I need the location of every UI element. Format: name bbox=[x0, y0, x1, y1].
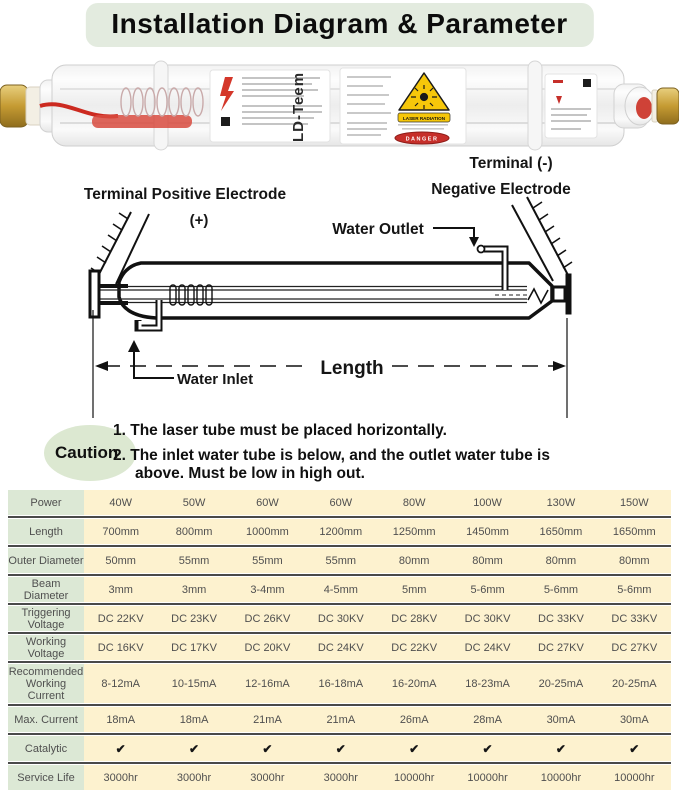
param-value: 1200mm bbox=[319, 525, 363, 538]
table-row bbox=[8, 548, 671, 573]
param-value: 1450mm bbox=[466, 525, 509, 538]
param-value: DC 30KV bbox=[464, 612, 511, 625]
param-value: 150W bbox=[619, 496, 649, 509]
param-value: 28mA bbox=[473, 713, 502, 726]
param-value: 30mA bbox=[619, 713, 649, 726]
water-outlet-label: Water Outlet bbox=[332, 221, 424, 238]
right-electrode-wires bbox=[512, 197, 572, 281]
negative-terminal-label: Terminal (-) bbox=[469, 155, 553, 172]
break-symbol bbox=[528, 289, 548, 303]
param-value: DC 24KV bbox=[464, 641, 511, 654]
param-label: Beam Diameter bbox=[8, 577, 84, 602]
param-label: Max. Current bbox=[8, 707, 84, 732]
caution-section bbox=[0, 418, 679, 490]
param-label: Power bbox=[8, 490, 84, 515]
param-values bbox=[84, 765, 671, 790]
param-value: DC 30KV bbox=[317, 612, 364, 625]
right-brass-cap bbox=[657, 88, 679, 124]
param-value: 800mm bbox=[175, 525, 213, 538]
caution-items bbox=[113, 422, 565, 490]
param-value: 21mA bbox=[326, 713, 356, 726]
arrow-down-icon bbox=[469, 237, 479, 247]
param-value: DC 22KV bbox=[391, 641, 438, 654]
table-row bbox=[8, 736, 671, 761]
param-value: 1650mm bbox=[539, 525, 583, 538]
check-icon: ✔ bbox=[262, 741, 273, 756]
param-values bbox=[84, 736, 671, 761]
param-value: 1000mm bbox=[246, 525, 289, 538]
param-value: 10000hr bbox=[394, 771, 435, 784]
check-icon: ✔ bbox=[482, 741, 493, 756]
water-inlet-label: Water Inlet bbox=[177, 371, 254, 388]
param-values bbox=[84, 606, 671, 631]
param-value: DC 24KV bbox=[317, 641, 364, 654]
param-value: 10000hr bbox=[467, 771, 508, 784]
check-icon: ✔ bbox=[335, 741, 346, 756]
flange-ring bbox=[528, 61, 542, 150]
param-value: 5-6mm bbox=[470, 583, 505, 596]
inner-bore bbox=[99, 287, 527, 303]
param-value: 80W bbox=[402, 496, 426, 509]
param-value: 10000hr bbox=[540, 771, 582, 784]
right-end-cap bbox=[553, 274, 571, 314]
page-title: Installation Diagram & Parameter bbox=[111, 8, 568, 39]
param-value: 8-12mA bbox=[101, 677, 140, 690]
param-values bbox=[84, 519, 671, 544]
param-value: DC 20KV bbox=[244, 641, 291, 654]
param-value: 130W bbox=[546, 496, 576, 509]
red-inner-tube bbox=[92, 115, 192, 128]
caution-item: 2. The inlet water tube is below, and the outlet water tube is above. Must be low in high out. bbox=[113, 446, 550, 482]
param-value: 3000hr bbox=[250, 771, 285, 784]
param-label: Working Voltage bbox=[8, 635, 84, 660]
param-value: 18-23mA bbox=[465, 677, 510, 690]
flange-ring bbox=[154, 61, 168, 150]
table-row bbox=[8, 707, 671, 732]
param-value: DC 26KV bbox=[244, 612, 291, 625]
param-value: 21mA bbox=[253, 713, 282, 726]
param-value: 3mm bbox=[108, 583, 133, 596]
param-value: DC 33KV bbox=[538, 612, 584, 625]
param-value: DC 17KV bbox=[171, 641, 217, 654]
check-icon: ✔ bbox=[115, 741, 126, 756]
param-values bbox=[84, 635, 671, 660]
installation-diagram bbox=[0, 150, 679, 420]
param-value: 20-25mA bbox=[611, 677, 657, 690]
arrow-right-icon bbox=[553, 361, 566, 371]
param-values bbox=[84, 577, 671, 602]
table-row bbox=[8, 490, 671, 515]
param-values bbox=[84, 707, 671, 732]
warning-label-text: LASER RADIATION bbox=[402, 116, 446, 121]
param-values bbox=[84, 548, 671, 573]
brand-text: LD-Teem bbox=[290, 71, 307, 142]
param-value: DC 27KV bbox=[611, 641, 658, 654]
param-value: 1650mm bbox=[612, 525, 656, 538]
danger-badge-text: DANGER bbox=[405, 136, 439, 143]
hatch-ticks bbox=[91, 213, 128, 274]
param-value: 60W bbox=[256, 496, 279, 509]
param-value: 3000hr bbox=[103, 771, 138, 784]
table-row bbox=[8, 664, 671, 703]
param-value: DC 28KV bbox=[391, 612, 438, 625]
param-value: 4-5mm bbox=[323, 583, 358, 596]
arrow-left-icon bbox=[95, 361, 108, 371]
length-label: Length bbox=[320, 358, 384, 379]
param-value: 16-18mA bbox=[318, 677, 364, 690]
page-title-banner bbox=[85, 3, 593, 47]
table-row bbox=[8, 606, 671, 631]
left-brass-cap bbox=[0, 85, 28, 127]
param-label: Triggering Voltage bbox=[8, 606, 84, 631]
table-row bbox=[8, 765, 671, 790]
laser-sunburst-icon bbox=[411, 85, 437, 109]
param-value: 1250mm bbox=[392, 525, 436, 538]
param-label: Recommended Working Current bbox=[8, 665, 84, 702]
param-value: 10-15mA bbox=[171, 677, 217, 690]
param-value: 3-4mm bbox=[250, 583, 285, 596]
param-value: 40W bbox=[109, 496, 132, 509]
param-value: 26mA bbox=[399, 713, 429, 726]
param-value: 80mm bbox=[619, 554, 650, 567]
param-value: 80mm bbox=[545, 554, 577, 567]
table-row bbox=[8, 519, 671, 544]
param-value: 50mm bbox=[105, 554, 136, 567]
right-spec-label bbox=[545, 74, 597, 138]
check-icon: ✔ bbox=[409, 741, 420, 756]
param-label: Outer Diameter bbox=[8, 548, 84, 573]
param-value: 3000hr bbox=[323, 771, 358, 784]
param-value: 30mA bbox=[546, 713, 576, 726]
param-value: DC 16KV bbox=[97, 641, 144, 654]
param-value: 55mm bbox=[178, 554, 210, 567]
param-value: DC 27KV bbox=[538, 641, 584, 654]
param-value: 10000hr bbox=[614, 771, 655, 784]
param-value: 3mm bbox=[181, 583, 207, 596]
param-value: 55mm bbox=[325, 554, 357, 567]
table-row bbox=[8, 635, 671, 660]
positive-electrode-label: Terminal Positive Electrode bbox=[83, 186, 287, 203]
param-value: 55mm bbox=[252, 554, 283, 567]
param-value: 50W bbox=[182, 496, 206, 509]
param-value: 12-16mA bbox=[245, 677, 290, 690]
laser-tube-photo bbox=[0, 60, 679, 152]
table-row bbox=[8, 577, 671, 602]
left-spec-label bbox=[210, 70, 330, 142]
param-label: Catalytic bbox=[8, 736, 84, 761]
param-value: 18mA bbox=[106, 713, 136, 726]
check-icon: ✔ bbox=[189, 741, 200, 756]
param-value: 3000hr bbox=[176, 771, 212, 784]
parameter-table bbox=[8, 490, 671, 790]
param-value: 80mm bbox=[472, 554, 503, 567]
red-mirror-mount bbox=[636, 97, 652, 119]
water-outlet-leader bbox=[433, 228, 479, 247]
param-value: 700mm bbox=[102, 525, 140, 538]
param-value: DC 23KV bbox=[171, 612, 217, 625]
negative-electrode-label: Negative Electrode bbox=[431, 181, 571, 198]
arrow-up-icon bbox=[128, 340, 140, 352]
param-values bbox=[84, 664, 671, 703]
water-outlet-pipe bbox=[478, 246, 506, 291]
right-tube-end bbox=[614, 84, 679, 128]
param-value: 18mA bbox=[179, 713, 209, 726]
param-value: 16-20mA bbox=[391, 677, 437, 690]
warning-label bbox=[340, 68, 466, 144]
param-value: DC 33KV bbox=[611, 612, 658, 625]
param-value: 80mm bbox=[398, 554, 430, 567]
water-inlet-pointer bbox=[128, 340, 174, 378]
caution-item: 1. The laser tube must be placed horizontally. bbox=[113, 422, 447, 439]
param-label: Service Life bbox=[8, 765, 84, 790]
param-value: 5-6mm bbox=[617, 583, 652, 596]
param-values bbox=[84, 490, 671, 515]
certification-mark bbox=[221, 117, 230, 126]
param-value: 60W bbox=[329, 496, 353, 509]
param-value: 5-6mm bbox=[543, 583, 579, 596]
param-label: Length bbox=[8, 519, 84, 544]
hatch-ticks bbox=[533, 202, 572, 268]
param-value: DC 22KV bbox=[97, 612, 144, 625]
positive-sign-label: (+) bbox=[189, 212, 209, 229]
param-value: 5mm bbox=[401, 583, 427, 596]
param-value: 100W bbox=[473, 496, 502, 509]
check-icon: ✔ bbox=[555, 741, 566, 756]
caution-badge-label: Caution bbox=[55, 443, 119, 462]
check-icon: ✔ bbox=[629, 741, 640, 756]
param-value: 20-25mA bbox=[538, 677, 584, 690]
